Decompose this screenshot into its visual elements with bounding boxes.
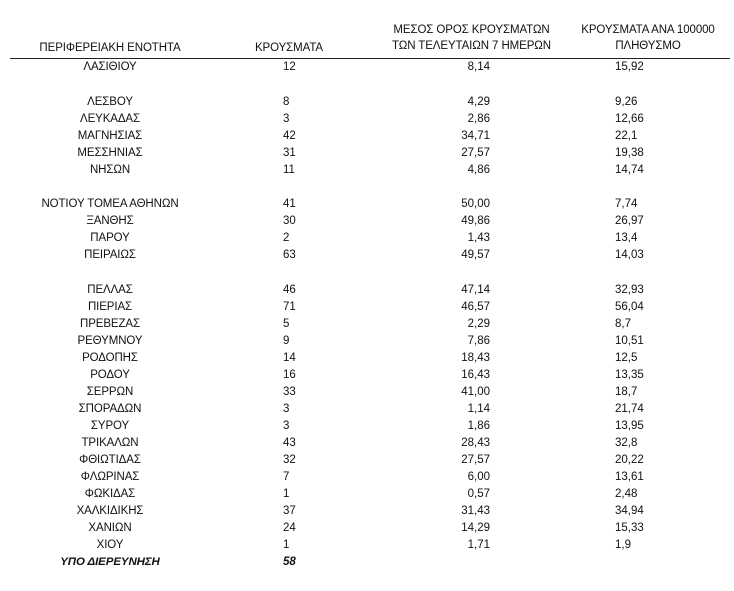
avg-cell: 1,86 xyxy=(467,419,490,432)
cases-cell: 31 xyxy=(283,146,296,159)
cases-cell: 63 xyxy=(283,249,296,261)
region-cell: ΤΡΙΚΑΛΩΝ xyxy=(81,436,139,449)
header-region xyxy=(20,40,200,56)
per-100000-cell: 12,5 xyxy=(615,351,638,364)
header-cases-per-100000 xyxy=(568,22,728,54)
per-100000-cell: 13,95 xyxy=(615,419,644,432)
region-cell: ΣΕΡΡΩΝ xyxy=(86,385,134,398)
table-row xyxy=(0,59,734,76)
cases-cell: 11 xyxy=(283,163,295,176)
avg-cell: 14,29 xyxy=(461,521,490,534)
avg-cell: 7,86 xyxy=(467,334,490,347)
table-row xyxy=(0,503,734,520)
table-row xyxy=(0,94,734,111)
avg-cell: 31,43 xyxy=(461,504,490,517)
cases-cell: 8 xyxy=(283,95,290,108)
avg-cell: 27,57 xyxy=(461,453,490,466)
avg-cell: 34,71 xyxy=(461,129,490,142)
cases-cell: 14 xyxy=(283,351,296,364)
table-row xyxy=(0,111,734,128)
cases-cell: 32 xyxy=(283,453,296,466)
region-cell: ΛΕΥΚΑΔΑΣ xyxy=(79,112,141,125)
per-100000-cell: 32,8 xyxy=(615,436,638,449)
avg-cell: 46,57 xyxy=(461,300,490,313)
header-region-label: ΠΕΡΙΦΕΡΕΙΑΚΗ ΕΝΟΤΗΤΑ xyxy=(39,42,181,54)
region-cell: ΦΘΙΩΤΙΔΑΣ xyxy=(79,453,141,466)
cases-cell: 7 xyxy=(283,470,290,483)
per-100000-cell: 10,51 xyxy=(615,334,644,347)
table-row xyxy=(0,247,734,264)
avg-cell: 18,43 xyxy=(461,351,490,364)
per-100000-cell: 15,33 xyxy=(615,521,644,534)
avg-cell: 1,71 xyxy=(467,538,490,551)
header-per-line-1: ΚΡΟΥΣΜΑΤΑ ΑΝΑ 100000 xyxy=(581,24,715,36)
table-row xyxy=(0,469,734,486)
per-100000-cell: 22,1 xyxy=(615,129,638,142)
per-100000-cell: 8,7 xyxy=(615,317,631,330)
cases-cell: 46 xyxy=(283,283,296,296)
cases-cell: 5 xyxy=(283,317,290,330)
per-100000-cell: 15,92 xyxy=(615,61,644,73)
header-cases-label: ΚΡΟΥΣΜΑΤΑ xyxy=(254,42,324,54)
header-per-line-2: ΠΛΗΘΥΣΜΟ xyxy=(615,40,681,52)
region-cell: ΠΙΕΡΙΑΣ xyxy=(87,300,133,313)
cases-cell: 30 xyxy=(283,215,296,227)
table-row xyxy=(0,145,734,162)
avg-cell: 1,43 xyxy=(467,232,490,244)
avg-cell: 4,29 xyxy=(467,95,490,108)
table-row xyxy=(0,520,734,537)
region-cell: ΝΗΣΩΝ xyxy=(89,163,131,176)
cases-cell: 41 xyxy=(283,198,296,210)
avg-cell: 16,43 xyxy=(461,368,490,381)
per-100000-cell: 14,03 xyxy=(615,249,644,261)
per-100000-cell: 32,93 xyxy=(615,283,644,296)
table-row xyxy=(0,367,734,384)
table-body xyxy=(0,59,734,571)
avg-cell: 50,00 xyxy=(461,198,490,210)
region-cell: ΜΑΓΝΗΣΙΑΣ xyxy=(77,129,143,142)
table-row xyxy=(0,333,734,350)
table-row xyxy=(0,196,734,213)
per-100000-cell: 13,4 xyxy=(615,232,638,244)
avg-cell: 28,43 xyxy=(461,436,490,449)
region-cell: ΝΟΤΙΟΥ ΤΟΜΕΑ ΑΘΗΝΩΝ xyxy=(41,198,179,210)
avg-cell: 1,14 xyxy=(467,402,490,415)
cases-cell: 1 xyxy=(283,538,290,551)
region-cell: ΡΟΔΟΠΗΣ xyxy=(82,351,138,364)
per-100000-cell: 14,74 xyxy=(615,163,644,176)
table-row xyxy=(0,537,734,554)
region-cell: ΛΕΣΒΟΥ xyxy=(87,95,133,108)
per-100000-cell: 18,7 xyxy=(615,385,638,398)
table-row xyxy=(0,435,734,452)
per-100000-cell: 13,35 xyxy=(615,368,644,381)
per-100000-cell: 9,26 xyxy=(615,95,638,108)
cases-cell: 9 xyxy=(283,334,290,347)
table-row xyxy=(0,128,734,145)
per-100000-cell: 21,74 xyxy=(615,402,644,415)
header-avg-line-2: ΤΩΝ ΤΕΛΕΥΤΑΙΩΝ 7 ΗΜΕΡΩΝ xyxy=(392,40,551,52)
per-100000-cell: 2,48 xyxy=(615,487,638,500)
avg-cell: 41,00 xyxy=(461,385,490,398)
table-row xyxy=(0,401,734,418)
region-cell: ΧΑΛΚΙΔΙΚΗΣ xyxy=(76,504,144,517)
avg-cell: 47,14 xyxy=(461,283,490,296)
table-row xyxy=(0,350,734,367)
per-100000-cell: 56,04 xyxy=(615,300,644,313)
table-row xyxy=(0,282,734,299)
table-row xyxy=(0,299,734,316)
table-row xyxy=(0,384,734,401)
header-avg-line-1: ΜΕΣΟΣ ΟΡΟΣ ΚΡΟΥΣΜΑΤΩΝ xyxy=(393,24,550,36)
region-cell: ΣΥΡΟΥ xyxy=(90,419,130,432)
avg-cell: 49,57 xyxy=(461,249,490,261)
table-row xyxy=(0,230,734,247)
per-100000-cell: 26,97 xyxy=(615,215,644,227)
per-100000-cell: 12,66 xyxy=(615,112,644,125)
cases-cell: 42 xyxy=(283,129,296,142)
region-cell: ΠΕΛΛΑΣ xyxy=(87,283,133,296)
region-cell: ΠΕΙΡΑΙΩΣ xyxy=(84,249,136,261)
region-cell: ΧΑΝΙΩΝ xyxy=(88,521,132,534)
table-row xyxy=(0,162,734,179)
cases-cell: 16 xyxy=(283,368,296,381)
region-cell: ΣΠΟΡΑΔΩΝ xyxy=(78,402,142,415)
region-cell: ΠΡΕΒΕΖΑΣ xyxy=(80,317,140,330)
region-cell: ΧΙΟΥ xyxy=(96,538,124,551)
region-cell: ΡΟΔΟΥ xyxy=(90,368,130,381)
cases-cell: 3 xyxy=(283,419,290,432)
avg-cell: 49,86 xyxy=(461,215,490,227)
region-cell: ΥΠΟ ΔΙΕΡΕΥΝΗΣΗ xyxy=(60,555,160,568)
per-100000-cell: 13,61 xyxy=(615,470,644,483)
avg-cell: 27,57 xyxy=(461,146,490,159)
table-row xyxy=(0,213,734,230)
cases-cell: 3 xyxy=(283,402,290,415)
cases-cell: 58 xyxy=(283,555,296,568)
table-row xyxy=(0,452,734,469)
avg-cell: 2,86 xyxy=(467,112,490,125)
cases-cell: 71 xyxy=(283,300,296,313)
avg-cell: 8,14 xyxy=(467,61,490,73)
region-cell: ΦΩΚΙΔΑΣ xyxy=(84,487,136,500)
avg-cell: 0,57 xyxy=(467,487,490,500)
table-row xyxy=(0,316,734,333)
region-cell: ΞΑΝΘΗΣ xyxy=(86,215,134,227)
table-row xyxy=(0,418,734,435)
cases-cell: 1 xyxy=(283,487,290,500)
per-100000-cell: 34,94 xyxy=(615,504,644,517)
cases-cell: 37 xyxy=(283,504,296,517)
cases-cell: 33 xyxy=(283,385,296,398)
table-row xyxy=(0,486,734,503)
cases-cell: 12 xyxy=(283,61,296,73)
cases-cell: 2 xyxy=(283,232,290,244)
cases-cell: 24 xyxy=(283,521,296,534)
region-cell: ΛΑΣΙΘΙΟΥ xyxy=(83,61,137,73)
per-100000-cell: 20,22 xyxy=(615,453,644,466)
avg-cell: 2,29 xyxy=(467,317,490,330)
header-seven-day-average xyxy=(384,22,559,54)
per-100000-cell: 7,74 xyxy=(615,198,638,210)
header-cases xyxy=(234,40,344,56)
avg-cell: 4,86 xyxy=(467,163,490,176)
region-cell: ΡΕΘΥΜΝΟΥ xyxy=(77,334,143,347)
region-cell: ΦΛΩΡΙΝΑΣ xyxy=(80,470,140,483)
per-100000-cell: 1,9 xyxy=(615,538,631,551)
region-cell: ΜΕΣΣΗΝΙΑΣ xyxy=(77,146,143,159)
table-row-under-investigation xyxy=(0,554,734,571)
avg-cell: 6,00 xyxy=(467,470,490,483)
cases-cell: 43 xyxy=(283,436,296,449)
cases-cell: 3 xyxy=(283,112,290,125)
per-100000-cell: 19,38 xyxy=(615,146,644,159)
region-cell: ΠΑΡΟΥ xyxy=(90,232,130,244)
